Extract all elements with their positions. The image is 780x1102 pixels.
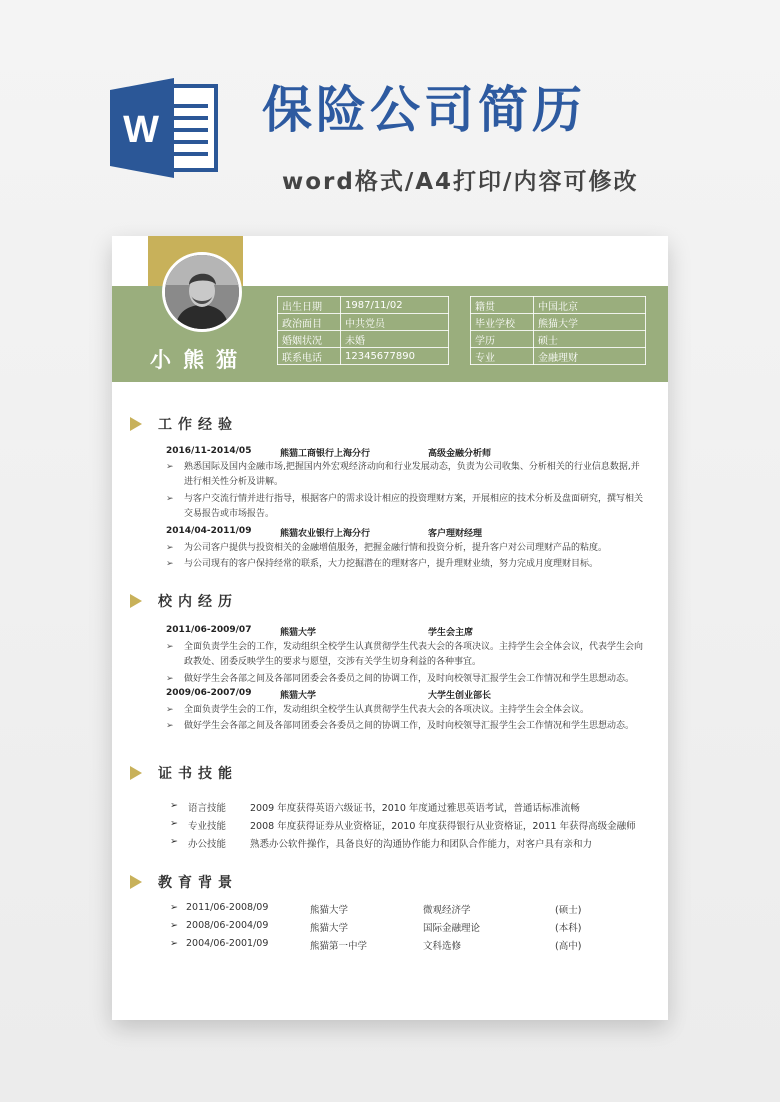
chevron-right-icon: ➢ bbox=[166, 674, 174, 684]
profile-value: 硕士 bbox=[534, 331, 646, 348]
section-campus bbox=[130, 591, 238, 611]
chevron-right-icon: ➢ bbox=[170, 920, 178, 931]
skill-key: 语言技能 bbox=[188, 803, 227, 814]
chevron-right-icon: ➢ bbox=[170, 800, 178, 811]
profile-row bbox=[471, 314, 646, 331]
edu-degree: (高中) bbox=[555, 941, 582, 952]
skill-key: 办公技能 bbox=[188, 839, 227, 850]
edu-degree: (本科) bbox=[555, 923, 582, 934]
chevron-right-icon: ➢ bbox=[170, 938, 178, 949]
triangle-icon bbox=[130, 417, 142, 431]
skill-value: 2009 年度获得英语六级证书，2010 年度通过雅思英语考试，普通话标准流畅 bbox=[250, 803, 580, 814]
profile-key: 出生日期 bbox=[278, 297, 341, 314]
avatar bbox=[162, 252, 242, 332]
bullet-text: 全面负责学生会的工作，发动组织全校学生认真贯彻学生代表大会的各项决议。主持学生会全体会议。 bbox=[184, 705, 590, 715]
chevron-right-icon: ➢ bbox=[166, 721, 174, 731]
triangle-icon bbox=[130, 875, 142, 889]
profile-key: 政治面目 bbox=[278, 314, 341, 331]
list-item bbox=[166, 460, 646, 490]
section-education bbox=[130, 872, 238, 892]
list-item bbox=[166, 703, 646, 718]
entry-role: 学生会主席 bbox=[428, 628, 474, 638]
chevron-right-icon: ➢ bbox=[170, 818, 178, 829]
profile-row bbox=[278, 314, 449, 331]
list-item bbox=[166, 672, 646, 687]
edu-major: 文科选修 bbox=[423, 941, 462, 952]
entry-role: 高级金融分析师 bbox=[428, 449, 492, 459]
page-title: 保险公司简历 bbox=[262, 81, 586, 139]
profile-key: 婚姻状况 bbox=[278, 331, 341, 348]
profile-row bbox=[278, 348, 449, 365]
chevron-right-icon: ➢ bbox=[166, 705, 174, 715]
profile-value: 熊猫大学 bbox=[534, 314, 646, 331]
entry-date: 2014/04-2011/09 bbox=[166, 526, 252, 536]
entry-role: 大学生创业部长 bbox=[428, 691, 492, 701]
entry-org: 熊猫工商银行上海分行 bbox=[280, 449, 371, 459]
profile-value: 未婚 bbox=[341, 331, 449, 348]
edu-date: 2011/06-2008/09 bbox=[186, 902, 269, 913]
entry-date: 2011/06-2009/07 bbox=[166, 625, 252, 635]
section-title: 证书技能 bbox=[158, 766, 238, 782]
entry-org: 熊猫大学 bbox=[280, 691, 317, 701]
bullet-text: 与客户交流行情并进行指导，根据客户的需求设计相应的投资理财方案，开展相应的技术分析及盘面研究，撰写相关交易报告或市场报告。 bbox=[184, 494, 644, 519]
resume-paper bbox=[112, 236, 668, 1020]
list-item bbox=[166, 640, 646, 670]
portrait-image bbox=[165, 255, 239, 329]
page-subtitle: word格式/A4打印/内容可修改 bbox=[282, 169, 639, 195]
edu-degree: (硕士) bbox=[555, 905, 582, 916]
entry-date: 2016/11-2014/05 bbox=[166, 446, 252, 456]
edu-major: 国际金融理论 bbox=[423, 923, 481, 934]
chevron-right-icon: ➢ bbox=[166, 559, 174, 569]
profile-table-right bbox=[470, 296, 646, 365]
skill-key: 专业技能 bbox=[188, 821, 227, 832]
profile-key: 毕业学校 bbox=[471, 314, 534, 331]
list-item bbox=[166, 492, 646, 522]
edu-major: 微观经济学 bbox=[423, 905, 471, 916]
profile-key: 联系电话 bbox=[278, 348, 341, 365]
section-title: 工作经验 bbox=[158, 417, 238, 433]
section-title: 教育背景 bbox=[158, 875, 238, 891]
chevron-right-icon: ➢ bbox=[166, 543, 174, 553]
profile-value: 中共党员 bbox=[341, 314, 449, 331]
edu-school: 熊猫大学 bbox=[310, 905, 349, 916]
bullet-text: 做好学生会各部之间及各部同团委会各委员之间的协调工作，及时向校领导汇报学生会工作情况和学生思想动态。 bbox=[184, 721, 635, 731]
edu-date: 2004/06-2001/09 bbox=[186, 938, 269, 949]
profile-value: 金融理财 bbox=[534, 348, 646, 365]
profile-table-left bbox=[277, 296, 449, 365]
bullet-text: 全面负责学生会的工作，发动组织全校学生认真贯彻学生代表大会的各项决议。主持学生会全体会议，代表学生会向政教处、团委反映学生的要求与愿望，交涉有关学生切身利益的各种事宜。 bbox=[184, 642, 644, 667]
list-item bbox=[166, 541, 646, 556]
skill-value: 2008 年度获得证券从业资格证，2010 年度获得银行从业资格证，2011 年获得高级金融师 bbox=[250, 821, 636, 832]
entry-role: 客户理财经理 bbox=[428, 529, 483, 539]
section-title: 校内经历 bbox=[158, 594, 238, 610]
profile-row bbox=[278, 297, 449, 314]
chevron-right-icon: ➢ bbox=[166, 462, 174, 472]
word-logo-letter: W bbox=[123, 109, 159, 151]
profile-value: 中国北京 bbox=[534, 297, 646, 314]
profile-key: 籍贯 bbox=[471, 297, 534, 314]
candidate-name: 小熊猫 bbox=[150, 348, 249, 372]
profile-key: 学历 bbox=[471, 331, 534, 348]
edu-school: 熊猫第一中学 bbox=[310, 941, 368, 952]
list-item bbox=[166, 719, 646, 734]
profile-value: 1987/11/02 bbox=[341, 297, 449, 314]
bullet-text: 熟悉国际及国内金融市场,把握国内外宏观经济动向和行业发展动态，负责为公司收集、分析相关的行业信息数据,并进行相关性分析及讲解。 bbox=[184, 462, 640, 487]
profile-row bbox=[471, 331, 646, 348]
entry-org: 熊猫大学 bbox=[280, 628, 317, 638]
profile-row bbox=[278, 331, 449, 348]
entry-date: 2009/06-2007/09 bbox=[166, 688, 252, 698]
chevron-right-icon: ➢ bbox=[166, 642, 174, 652]
edu-date: 2008/06-2004/09 bbox=[186, 920, 269, 931]
edu-school: 熊猫大学 bbox=[310, 923, 349, 934]
word-logo-icon bbox=[110, 78, 222, 178]
bullet-text: 为公司客户提供与投资相关的金融增值服务，把握金融行情和投资分析，提升客户对公司理财产品的粘度。 bbox=[184, 543, 608, 553]
skill-value: 熟悉办公软件操作，具备良好的沟通协作能力和团队合作能力，对客户具有亲和力 bbox=[250, 839, 593, 850]
profile-row bbox=[471, 297, 646, 314]
chevron-right-icon: ➢ bbox=[166, 494, 174, 504]
triangle-icon bbox=[130, 594, 142, 608]
bullet-text: 与公司现有的客户保持经常的联系，大力挖掘潜在的理财客户，提升理财业绩，努力完成月度理财目标。 bbox=[184, 559, 599, 569]
list-item bbox=[166, 557, 646, 572]
profile-key: 专业 bbox=[471, 348, 534, 365]
chevron-right-icon: ➢ bbox=[170, 836, 178, 847]
bullet-text: 做好学生会各部之间及各部同团委会各委员之间的协调工作，及时向校领导汇报学生会工作情况和学生思想动态。 bbox=[184, 674, 635, 684]
section-skills bbox=[130, 763, 238, 783]
chevron-right-icon: ➢ bbox=[170, 902, 178, 913]
profile-value: 12345677890 bbox=[341, 348, 449, 365]
entry-org: 熊猫农业银行上海分行 bbox=[280, 529, 371, 539]
triangle-icon bbox=[130, 766, 142, 780]
profile-row bbox=[471, 348, 646, 365]
section-work bbox=[130, 414, 238, 434]
